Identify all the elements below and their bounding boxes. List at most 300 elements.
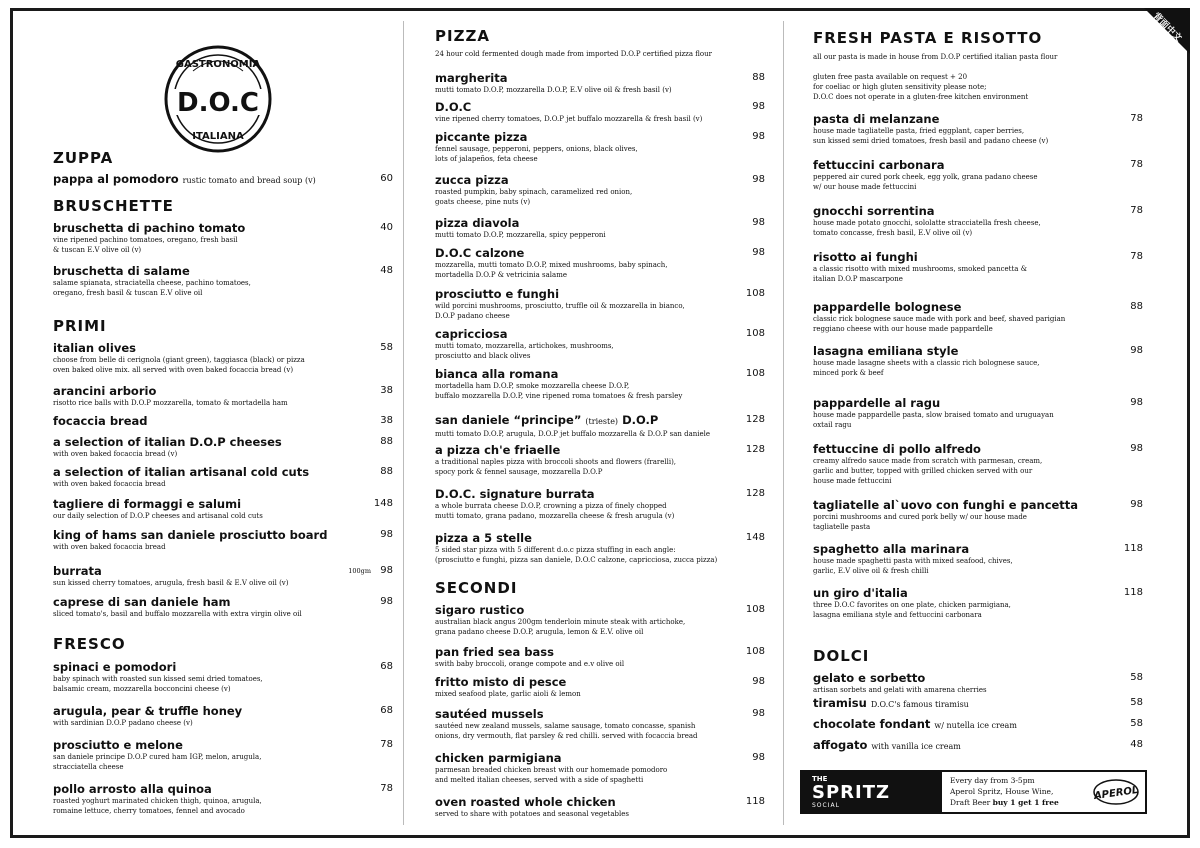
menu-item-name-suffix: D.O.P xyxy=(618,413,659,427)
menu-item-price: 98 xyxy=(752,708,765,719)
menu-item-description: w/ our house made fettuccini xyxy=(813,183,917,191)
menu-item-name-text: italian olives xyxy=(53,341,136,355)
menu-item xyxy=(435,603,765,637)
menu-item xyxy=(53,497,393,521)
menu-item-name-text: bruschetta di pachino tomato xyxy=(53,221,246,235)
menu-item xyxy=(435,675,765,699)
menu-item-inline-desc: w/ nutella ice cream xyxy=(934,721,1017,730)
menu-item-name xyxy=(813,300,1143,314)
menu-item-description: lasagna emiliana style and fettuccini carbonara xyxy=(813,611,982,619)
menu-item xyxy=(53,465,393,489)
logo-top-text: GASTRONOMIA xyxy=(175,59,261,70)
menu-item xyxy=(435,707,765,741)
menu-item-price: 88 xyxy=(752,72,765,83)
menu-item-description: tagliatelle pasta xyxy=(813,523,871,531)
menu-item-price: 68 xyxy=(380,661,393,672)
spritz-line-3a: Draft Beer xyxy=(950,798,993,807)
menu-item-name xyxy=(435,100,765,114)
menu-item-description: artisan sorbets and gelati with amarena cherries xyxy=(813,686,987,694)
menu-item-description: onions, dry vermouth, flat parsley & red chilli. served with focaccia bread xyxy=(435,732,698,740)
menu-item-name-text: gelato e sorbetto xyxy=(813,671,926,685)
menu-item-name-text: D.O.C calzone xyxy=(435,246,525,260)
menu-item-name-text: un giro d'italia xyxy=(813,586,908,600)
section-title-fresco: FRESCO xyxy=(53,635,126,653)
menu-item-name xyxy=(53,435,393,449)
menu-item-price: 40 xyxy=(380,222,393,233)
menu-item-name xyxy=(53,414,393,428)
menu-item-name-text: pollo arrosto alla quinoa xyxy=(53,782,212,796)
menu-item-name xyxy=(435,287,765,301)
menu-item xyxy=(53,782,393,816)
menu-item-description: house made fettuccini xyxy=(813,477,892,485)
menu-item xyxy=(813,396,1143,430)
menu-item-name-text: D.O.C xyxy=(435,100,472,114)
menu-item xyxy=(53,528,393,552)
menu-item-name xyxy=(435,367,765,381)
menu-item-description: a whole burrata cheese D.O.P, crowning a pizza of finely chopped xyxy=(435,502,667,510)
logo-main-text: D.O.C xyxy=(177,88,259,118)
menu-item xyxy=(53,595,393,619)
menu-item-description: italian D.O.P mascarpone xyxy=(813,275,903,283)
menu-item-name xyxy=(435,603,765,617)
menu-item-name-text: a selection of italian D.O.P cheeses xyxy=(53,435,282,449)
menu-item xyxy=(53,341,393,375)
menu-item-price: 98 xyxy=(752,247,765,258)
menu-item-price: 98 xyxy=(1130,397,1143,408)
menu-item-price: 58 xyxy=(1130,697,1143,708)
menu-item xyxy=(813,696,1143,712)
menu-item xyxy=(813,344,1143,378)
menu-item xyxy=(435,751,765,785)
menu-item-name-text: fettuccine di pollo alfredo xyxy=(813,442,981,456)
section-title-dolci: DOLCI xyxy=(813,647,870,665)
menu-item-name-text: burrata xyxy=(53,564,102,578)
menu-item-description: stracciatella cheese xyxy=(53,763,124,771)
menu-item xyxy=(813,717,1143,733)
menu-item-price: 78 xyxy=(1130,251,1143,262)
menu-item xyxy=(53,738,393,772)
spritz-promo xyxy=(800,770,1147,814)
menu-item-description: swith baby broccoli, orange compote and e.v olive oil xyxy=(435,660,625,668)
menu-item-name xyxy=(813,738,1143,754)
menu-item-name-text: bruschetta di salame xyxy=(53,264,190,278)
menu-item-name xyxy=(813,671,1143,685)
menu-item-name xyxy=(813,696,1143,712)
menu-item xyxy=(53,414,393,428)
menu-item xyxy=(813,542,1143,576)
menu-item-price: 98 xyxy=(752,676,765,687)
menu-item-name xyxy=(435,531,765,545)
menu-item-name xyxy=(435,216,765,230)
menu-item-description: mutti tomato, grana padano, mozzarella cheese & fresh arugula (v) xyxy=(435,512,675,520)
menu-item-price: 58 xyxy=(1130,718,1143,729)
menu-item-description: 5 sided star pizza with 5 different d.o.c pizza stuffing in each angle: xyxy=(435,546,676,554)
spritz-social: SOCIAL xyxy=(812,802,840,809)
menu-item-name-text: gnocchi sorrentina xyxy=(813,204,935,218)
menu-item-name xyxy=(813,396,1143,410)
menu-item-name-text: sigaro rustico xyxy=(435,603,525,617)
menu-item-description: wild porcini mushrooms, prosciutto, truffle oil & mozzarella in bianco, xyxy=(435,302,685,310)
menu-item-description: mortadella D.O.P & vetricinia salame xyxy=(435,271,567,279)
menu-item-description: mutti tomato D.O.P, mozzarella, spicy pepperoni xyxy=(435,231,606,239)
spritz-brand: SPRITZ xyxy=(812,782,891,803)
menu-item xyxy=(813,250,1143,284)
menu-item xyxy=(435,246,765,280)
menu-frame xyxy=(10,8,1190,838)
menu-item xyxy=(813,112,1143,146)
menu-item-name xyxy=(813,204,1143,218)
menu-item-description: sun kissed semi dried tomatoes, fresh basil and padano cheese (v) xyxy=(813,137,1049,145)
menu-item-description: australian black angus 200gm tenderloin minute steak with artichoke, xyxy=(435,618,686,626)
menu-item-price: 88 xyxy=(1130,301,1143,312)
menu-item-description: tomato concasse, fresh basil, E.V olive oil (v) xyxy=(813,229,973,237)
column-divider xyxy=(403,21,404,825)
menu-item xyxy=(813,738,1143,754)
menu-item-price: 128 xyxy=(745,414,765,425)
menu-item-description: spocy pork & fennel sausage, mozzarella D.O.P xyxy=(435,468,603,476)
menu-item xyxy=(813,442,1143,486)
menu-item-name-text: pappa al pomodoro xyxy=(53,172,179,186)
menu-item-name-text: arugula, pear & truffle honey xyxy=(53,704,243,718)
menu-item-name xyxy=(435,246,765,260)
menu-item-description: baby spinach with roasted sun kissed semi dried tomatoes, xyxy=(53,675,263,683)
menu-item-name-text: chicken parmigiana xyxy=(435,751,562,765)
menu-item-price: 88 xyxy=(380,436,393,447)
menu-item-description: romaine lettuce, cherry tomatoes, fennel and avocado xyxy=(53,807,245,815)
menu-item-price: 148 xyxy=(373,498,393,509)
menu-item-description: buffalo mozzarella D.O.P, vine ripened roma tomatoes & fresh parsley xyxy=(435,392,683,400)
menu-item-name-text: caprese di san daniele ham xyxy=(53,595,231,609)
menu-item-name-text: lasagna emiliana style xyxy=(813,344,959,358)
menu-item-name xyxy=(435,71,765,85)
section-title-bruschette: BRUSCHETTE xyxy=(53,197,174,215)
menu-item xyxy=(813,204,1143,238)
menu-item xyxy=(53,264,393,298)
menu-item-description: with oven baked focaccia bread (v) xyxy=(53,450,178,458)
spritz-line-2: Aperol Spritz, House Wine, xyxy=(950,787,1054,796)
menu-item-price: 78 xyxy=(1130,205,1143,216)
menu-item-name-text: fettuccini carbonara xyxy=(813,158,945,172)
menu-item-description: and melted italian cheeses, served with a side of spaghetti xyxy=(435,776,644,784)
menu-item-name xyxy=(53,221,393,235)
corner-label[interactable]: 背面中文 xyxy=(1150,11,1184,44)
menu-item xyxy=(435,327,765,361)
pasta-gluten-note: gluten free pasta available on request + 20 xyxy=(813,73,968,81)
menu-item-price: 98 xyxy=(752,217,765,228)
menu-item-name-text: fritto misto di pesce xyxy=(435,675,567,689)
menu-item-price: 38 xyxy=(380,415,393,426)
menu-item-description: prosciutto and black olives xyxy=(435,352,531,360)
menu-item-name-text: prosciutto e funghi xyxy=(435,287,560,301)
menu-item-name xyxy=(435,130,765,144)
menu-item-name xyxy=(813,112,1143,126)
menu-item-description: sautéed new zealand mussels, salame sausage, tomato concasse, spanish xyxy=(435,722,696,730)
menu-item-price: 78 xyxy=(1130,113,1143,124)
menu-item-name-text: pizza a 5 stelle xyxy=(435,531,532,545)
menu-item-name xyxy=(813,158,1143,172)
menu-item-price: 118 xyxy=(745,796,765,807)
menu-item xyxy=(813,498,1143,532)
pasta-note: all our pasta is made in house from D.O.P certified italian pasta flour xyxy=(813,53,1058,61)
menu-item-name-text: tagliere di formaggi e salumi xyxy=(53,497,242,511)
menu-item-name-text: pan fried sea bass xyxy=(435,645,554,659)
menu-item-price: 98 xyxy=(380,529,393,540)
menu-item-description: reggiano cheese with our house made pappardelle xyxy=(813,325,993,333)
pizza-note: 24 hour cold fermented dough made from imported D.O.P certified pizza flour xyxy=(435,50,713,58)
menu-item-description: salame spianata, straciatella cheese, pachino tomatoes, xyxy=(53,279,251,287)
menu-item-inline-desc: (trieste) xyxy=(585,417,619,426)
menu-item-description: house made pappardelle pasta, slow braised tomato and uruguayan xyxy=(813,411,1054,419)
menu-item xyxy=(53,435,393,459)
menu-item-name xyxy=(53,564,393,578)
menu-item-price: 98 xyxy=(1130,443,1143,454)
menu-item-name xyxy=(53,660,393,674)
section-title-pasta: FRESH PASTA E RISOTTO xyxy=(813,29,1043,47)
menu-item-price: 78 xyxy=(1130,159,1143,170)
menu-item xyxy=(435,413,765,439)
menu-item-name xyxy=(53,264,393,278)
menu-item xyxy=(813,300,1143,334)
menu-item-name xyxy=(53,528,393,542)
menu-item-name-text: zucca pizza xyxy=(435,173,509,187)
menu-item-name xyxy=(435,645,765,659)
menu-item-price: 108 xyxy=(745,328,765,339)
menu-item-size: 100gm xyxy=(348,567,371,575)
menu-item xyxy=(435,531,765,565)
menu-item-name-text: affogato xyxy=(813,738,868,752)
menu-item-name-text: pappardelle al ragu xyxy=(813,396,941,410)
menu-item-price: 108 xyxy=(745,646,765,657)
spritz-the: THE xyxy=(812,775,828,783)
menu-item-name xyxy=(813,344,1143,358)
menu-item-description: three D.O.C favorites on one plate, chicken parmigiana, xyxy=(813,601,1011,609)
menu-item xyxy=(435,443,765,477)
menu-item-price: 98 xyxy=(1130,499,1143,510)
logo-bottom-text: ITALIANA xyxy=(192,131,244,142)
menu-item xyxy=(435,645,765,669)
menu-item-name xyxy=(813,542,1143,556)
menu-item xyxy=(435,287,765,321)
menu-item-description: balsamic cream, mozzarella bocconcini cheese (v) xyxy=(53,685,231,693)
menu-item-description: peppered air cured pork cheek, egg yolk, grana padano cheese xyxy=(813,173,1038,181)
menu-item-description: D.O.P padano cheese xyxy=(435,312,510,320)
menu-item-name xyxy=(813,442,1143,456)
menu-item-price: 58 xyxy=(1130,672,1143,683)
menu-item-name-text: focaccia bread xyxy=(53,414,148,428)
menu-item-name-text: oven roasted whole chicken xyxy=(435,795,616,809)
menu-item-description: house made spaghetti pasta with mixed seafood, chives, xyxy=(813,557,1013,565)
menu-item-name-text: D.O.C. signature burrata xyxy=(435,487,595,501)
menu-item-description: mixed seafood plate, garlic aioli & lemon xyxy=(435,690,581,698)
menu-item-price: 58 xyxy=(380,342,393,353)
menu-item-price: 108 xyxy=(745,368,765,379)
menu-item-description: (prosciutto e funghi, pizza san daniele, D.O.C calzone, capricciosa, zucca pizza) xyxy=(435,556,718,564)
menu-item-name-text: pappardelle bolognese xyxy=(813,300,962,314)
menu-item-description: mortadella ham D.O.P, smoke mozzarella cheese D.O.P, xyxy=(435,382,630,390)
section-title-primi: PRIMI xyxy=(53,317,107,335)
menu-item xyxy=(53,704,393,728)
spritz-offer: buy 1 get 1 free xyxy=(992,798,1059,807)
menu-item-description: oxtail ragu xyxy=(813,421,852,429)
pasta-gluten-note: for coeliac or high gluten sensitivity please note; xyxy=(813,83,987,91)
menu-item-description: house made tagliatelle pasta, fried eggplant, caper berries, xyxy=(813,127,1025,135)
menu-item xyxy=(435,130,765,164)
menu-item xyxy=(813,586,1143,620)
menu-item-name-text: chocolate fondant xyxy=(813,717,931,731)
menu-item-price: 78 xyxy=(380,739,393,750)
menu-item-description: vine ripened cherry tomatoes, D.O.P jet buffalo mozzarella & fresh basil (v) xyxy=(435,115,703,123)
menu-item-description: choose from belle di cerignola (giant green), taggiasca (black) or pizza xyxy=(53,356,305,364)
menu-item-description: creamy alfredo sauce made from scratch with parmesan, cream, xyxy=(813,457,1043,465)
menu-item-name-text: arancini arborio xyxy=(53,384,157,398)
menu-item-name-text: spaghetto alla marinara xyxy=(813,542,970,556)
menu-item xyxy=(53,172,393,188)
menu-item xyxy=(53,384,393,408)
menu-item-description: oven baked olive mix. all served with oven baked focaccia bread (v) xyxy=(53,366,294,374)
menu-item-description: goats cheese, pine nuts (v) xyxy=(435,198,531,206)
menu-item-name xyxy=(435,327,765,341)
menu-item-description: mutti tomato, mozzarella, artichokes, mushrooms, xyxy=(435,342,614,350)
menu-item-name-text: capricciosa xyxy=(435,327,508,341)
menu-item-name xyxy=(53,172,393,188)
menu-item-description: porcini mushrooms and cured pork belly w/ our house made xyxy=(813,513,1027,521)
menu-item-name-text: tiramisu xyxy=(813,696,867,710)
menu-item-name xyxy=(53,497,393,511)
menu-item-name xyxy=(53,595,393,609)
menu-item xyxy=(813,671,1143,695)
menu-item-description: sun kissed cherry tomatoes, arugula, fresh basil & E.V olive oil (v) xyxy=(53,579,289,587)
spritz-brand-block xyxy=(802,772,942,812)
menu-item-description: sliced tomato's, basil and buffalo mozzarella with extra virgin olive oil xyxy=(53,610,302,618)
menu-item-name-text: tagliatelle al`uovo con funghi e pancetta xyxy=(813,498,1079,512)
aperol-logo-text: APEROL xyxy=(1093,784,1139,803)
menu-item-name-text: king of hams san daniele prosciutto board xyxy=(53,528,328,542)
menu-item-description: san daniele principe D.O.P cured ham IGP, melon, arugula, xyxy=(53,753,262,761)
aperol-logo xyxy=(1093,778,1139,806)
menu-item xyxy=(813,158,1143,192)
menu-item-price: 98 xyxy=(1130,345,1143,356)
menu-item-name xyxy=(813,717,1143,733)
menu-item-description: with oven baked focaccia bread xyxy=(53,543,166,551)
menu-item xyxy=(435,100,765,124)
menu-item xyxy=(435,367,765,401)
menu-item-description: mutti tomato D.O.P, arugula, D.O.P jet buffalo mozzarella & D.O.P san daniele xyxy=(435,430,711,438)
menu-item-price: 48 xyxy=(380,265,393,276)
menu-item-name-text: pasta di melanzane xyxy=(813,112,940,126)
menu-item-description: minced pork & beef xyxy=(813,369,884,377)
menu-item-price: 68 xyxy=(380,705,393,716)
menu-item-name-text: san daniele “principe” xyxy=(435,413,582,427)
menu-item-description: a traditional naples pizza with broccoli shoots and flowers (frarelli), xyxy=(435,458,677,466)
menu-item-name-text: a pizza ch'e friaelle xyxy=(435,443,561,457)
menu-item-description: house made lasagne sheets with a classic rich bolognese sauce, xyxy=(813,359,1040,367)
menu-item-price: 60 xyxy=(380,173,393,184)
menu-item-name xyxy=(435,487,765,501)
menu-item-price: 128 xyxy=(745,444,765,455)
menu-item-price: 98 xyxy=(380,596,393,607)
menu-item-name xyxy=(53,384,393,398)
menu-item-inline-desc: D.O.C's famous tiramisu xyxy=(870,700,969,709)
menu-item-description: oregano, fresh basil & tuscan E.V olive oil xyxy=(53,289,203,297)
menu-item xyxy=(435,487,765,521)
menu-item-name-text: bianca alla romana xyxy=(435,367,559,381)
menu-item-description: house made potato gnocchi, sololatte stracciatella fresh cheese, xyxy=(813,219,1041,227)
menu-item-description: garlic and butter, topped with grilled chicken served with our xyxy=(813,467,1033,475)
menu-item-name xyxy=(53,465,393,479)
menu-item-name xyxy=(435,443,765,457)
menu-item-name xyxy=(435,675,765,689)
menu-item-description: risotto rice balls with D.O.P mozzarella, tomato & mortadella ham xyxy=(53,399,288,407)
menu-item-price: 118 xyxy=(1123,543,1143,554)
doc-logo xyxy=(163,41,273,157)
menu-item-description: vine ripened pachino tomatoes, oregano, fresh basil xyxy=(53,236,238,244)
menu-item-name xyxy=(435,795,765,809)
menu-item-price: 98 xyxy=(380,565,393,576)
menu-item-price: 78 xyxy=(380,783,393,794)
menu-item-description: roasted yoghurt marinated chicken thigh, quinoa, arugula, xyxy=(53,797,262,805)
menu-item-name-text: prosciutto e melone xyxy=(53,738,183,752)
menu-item-description: & tuscan E.V olive oil (v) xyxy=(53,246,142,254)
menu-item-price: 98 xyxy=(752,101,765,112)
menu-item-name xyxy=(53,782,393,796)
menu-item-description: with oven baked focaccia bread xyxy=(53,480,166,488)
spritz-details xyxy=(950,775,1059,808)
menu-item-description: our daily selection of D.O.P cheeses and artisanal cold cuts xyxy=(53,512,263,520)
menu-item-name-text: spinaci e pomodori xyxy=(53,660,177,674)
menu-item-name xyxy=(53,738,393,752)
menu-item xyxy=(53,564,393,588)
spritz-line-3 xyxy=(950,797,1059,808)
menu-item-name xyxy=(53,704,393,718)
spritz-line-1: Every day from 3-5pm xyxy=(950,776,1035,785)
menu-item-price: 48 xyxy=(1130,739,1143,750)
menu-item-inline-desc: rustic tomato and bread soup (v) xyxy=(182,176,316,185)
section-title-zuppa: ZUPPA xyxy=(53,149,114,167)
menu-item-name xyxy=(813,586,1143,600)
section-title-pizza: PIZZA xyxy=(435,27,490,45)
menu-item-name xyxy=(435,173,765,187)
menu-item-price: 98 xyxy=(752,174,765,185)
menu-item-name xyxy=(435,707,765,721)
menu-item-price: 118 xyxy=(1123,587,1143,598)
pasta-gluten-note: D.O.C does not operate in a gluten-free kitchen environment xyxy=(813,93,1029,101)
menu-item-name-text: pizza diavola xyxy=(435,216,520,230)
menu-item-name xyxy=(435,751,765,765)
menu-item xyxy=(435,795,765,819)
menu-item-price: 128 xyxy=(745,488,765,499)
menu-item-description: grana padano cheese D.O.P, arugula, lemon & E.V. olive oil xyxy=(435,628,644,636)
menu-item-price: 108 xyxy=(745,288,765,299)
menu-item-description: classic rick bolognese sauce made with pork and beef, shaved parigian xyxy=(813,315,1066,323)
menu-item-name-text: risotto ai funghi xyxy=(813,250,918,264)
menu-item-name xyxy=(813,498,1143,512)
section-title-secondi: SECONDI xyxy=(435,579,518,597)
menu-item-description: a classic risotto with mixed mushrooms, smoked pancetta & xyxy=(813,265,1027,273)
menu-item-name-text: a selection of italian artisanal cold cuts xyxy=(53,465,310,479)
menu-item xyxy=(53,660,393,694)
menu-item-price: 108 xyxy=(745,604,765,615)
column-divider xyxy=(783,21,784,825)
menu-item-price: 98 xyxy=(752,752,765,763)
menu-item xyxy=(53,221,393,255)
menu-item-name-text: sautéed mussels xyxy=(435,707,544,721)
menu-item-inline-desc: with vanilla ice cream xyxy=(871,742,961,751)
menu-item-name xyxy=(813,250,1143,264)
menu-item-description: served to share with potatoes and seasonal vegetables xyxy=(435,810,629,818)
menu-item-description: garlic, E.V olive oil & fresh chilli xyxy=(813,567,929,575)
menu-item xyxy=(435,216,765,240)
menu-item-price: 148 xyxy=(745,532,765,543)
